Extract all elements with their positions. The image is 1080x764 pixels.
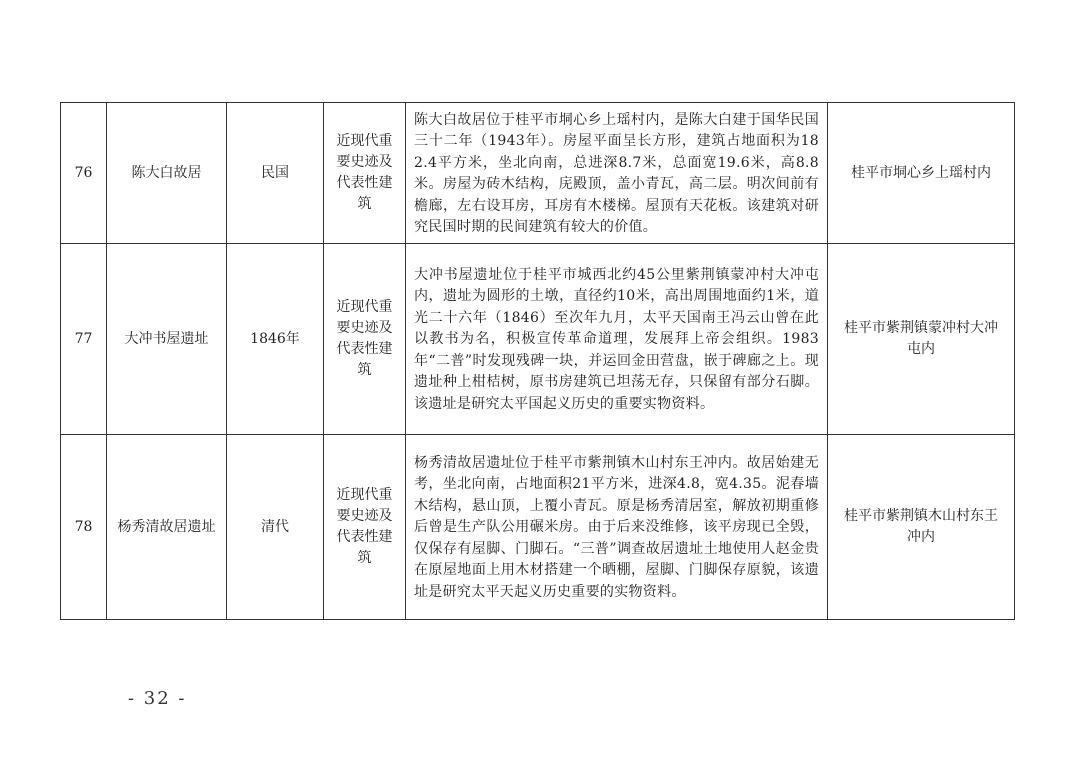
row-number: 77 — [61, 244, 107, 435]
site-name: 杨秀清故居遗址 — [107, 435, 227, 620]
site-description: 杨秀清故居遗址位于桂平市紫荆镇木山村东王冲内。故居始建无考，坐北向南，占地面积21平方米，进深4.8，宽4.35。泥春墙木结构，悬山顶，上覆小青瓦。原是杨秀清居室，解放初期重修后曾是生产队公用碾米房。由于后来没维修，该平房现已全毁，仅保存有屋脚、门脚石。“三普”调查故居遗址土地使用人赵金贵在原屋地面上用木材搭建一个晒棚，屋脚、门脚保存原貌，该遗址是研究太平天起义历史重要的实物资料。 — [406, 435, 828, 620]
site-category: 近现代重要史迹及代表性建筑 — [324, 435, 406, 620]
site-location: 桂平市紫荆镇蒙冲村大冲屯内 — [828, 244, 1015, 435]
site-category: 近现代重要史迹及代表性建筑 — [324, 244, 406, 435]
site-location: 桂平市紫荆镇木山村东王冲内 — [828, 435, 1015, 620]
page-number: - 32 - — [128, 688, 187, 709]
table-row — [61, 103, 1015, 244]
row-number: 76 — [61, 103, 107, 244]
site-name: 大冲书屋遗址 — [107, 244, 227, 435]
site-era: 民国 — [227, 103, 324, 244]
site-category: 近现代重要史迹及代表性建筑 — [324, 103, 406, 244]
site-era: 1846年 — [227, 244, 324, 435]
site-location: 桂平市垌心乡上瑶村内 — [828, 103, 1015, 244]
table-row — [61, 435, 1015, 620]
heritage-sites-table — [60, 102, 1015, 620]
table-row — [61, 244, 1015, 435]
row-number: 78 — [61, 435, 107, 620]
site-description: 大冲书屋遗址位于桂平市城西北约45公里紫荆镇蒙冲村大冲屯内，遗址为圆形的土墩，直径约10米，高出周围地面约1米，道光二十六年（1846）至次年九月，太平天国南王冯云山曾在此以教书为名，积极宣传革命道理，发展拜上帝会组织。1983年“二普”时发现残碑一块，并运回金田营盘，嵌于碑廊之上。现遗址种上柑桔树，原书房建筑已坦荡无存，只保留有部分石脚。该遗址是研究太平国起义历史的重要实物资料。 — [406, 244, 828, 435]
site-era: 清代 — [227, 435, 324, 620]
site-description: 陈大白故居位于桂平市垌心乡上瑶村内，是陈大白建于国华民国三十二年（1943年）。房屋平面呈长方形，建筑占地面积为182.4平方米，坐北向南，总进深8.7米，总面宽19.6米，高8.8米。房屋为砖木结构，庑殿顶，盖小青瓦，高二层。明次间前有檐廊，左右设耳房，耳房有木楼梯。屋顶有天花板。该建筑对研究民国时期的民间建筑有较大的价值。 — [406, 103, 828, 244]
site-name: 陈大白故居 — [107, 103, 227, 244]
